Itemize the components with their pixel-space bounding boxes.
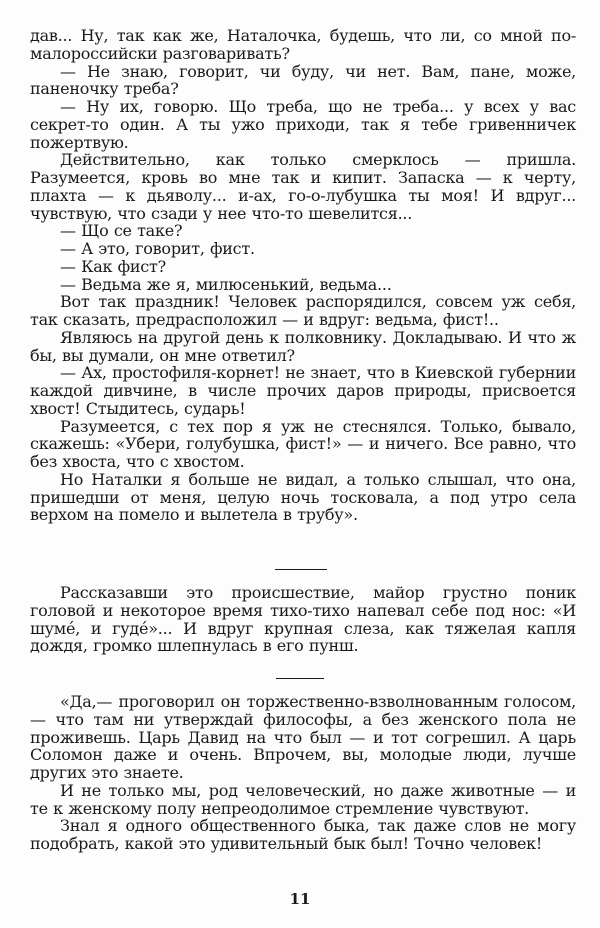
paragraph: — Не знаю, говорит, чи буду, чи нет. Вам, пане, може, паненочку треба?	[30, 61, 576, 99]
page-number: 11	[289, 890, 311, 908]
paragraph: Знал я одного общественного быка, так даже слов не могу подобрать, какой это удивительный бык был! Точно человек!	[30, 816, 576, 853]
final-text-section	[30, 693, 576, 853]
paragraph: — А это, говорит, фист.	[60, 239, 255, 258]
paragraph: Но Наталки я больше не видал, а только слышал, что она, пришедши от меня, целую ночь тосковала, а под утро села верхом на помело и вылетела в трубу».	[30, 469, 576, 525]
paragraph: — Ну их, говорю. Що треба, що не треба... у всех у вас секрет-то один. А ты ужо приходи, так я тебе гривенничек пожертвую.	[30, 97, 576, 152]
paragraph: — Как фист?	[60, 256, 166, 276]
paragraph: Разумеется, с тех пор я уж не стеснялся. Только, бывало, скажешь: «Убери, голубушка, фист!» — и ничего. Все равно, что без хвоста, что с хвостом.	[30, 416, 576, 471]
paragraph: дав... Ну, так как же, Наталочка, будешь, что ли, со мной по-малороссийски разговаривать?	[30, 26, 576, 63]
paragraph: Вот так праздник! Человек распорядился, совсем уж себя, так сказать, предрасположил — и вдруг: ведьма, фист!..	[30, 292, 576, 329]
section-divider	[275, 569, 327, 570]
paragraph: — Ведьма же я, милюсенький, ведьма...	[60, 274, 392, 294]
paragraph: — Ах, простофиля-корнет! не знает, что в Киевской губернии каждой дивчине, в числе прочих даров природы, присвоется хвост! Стыдитесь, сударь!	[30, 363, 576, 418]
paragraph: «Да,— проговорил он торжественно-взволнованным голосом,— что там ни утверждай философы, а без женского пола не проживешь. Царь Давид на что был — и тот согрешил. А царь Соломон даже и очень. Впрочем, вы, молодые люди, лучше других это знаете.	[30, 692, 576, 782]
section-divider	[276, 678, 324, 679]
paragraph: — Що се таке?	[60, 221, 183, 241]
paragraph: Являюсь на другой день к полковнику. Докладываю. И что ж бы, вы думали, он мне ответил?	[30, 327, 576, 365]
main-text-section	[30, 27, 576, 524]
paragraph: Действительно, как только смерклось — пришла. Разумеется, кровь во мне так и кипит. Запаска — к черту, плахта — к дьяволу... и-ах, го-о-лубушка ты моя! И вдруг... чувствую, что сзади у нее что-то шевелится...	[30, 150, 576, 223]
paragraph: И не только мы, род человеческий, но даже животные — и те к женскому полу непреодолимое стремление чувствуют.	[30, 780, 576, 818]
middle-text-section	[30, 584, 576, 655]
paragraph: Рассказавши это происшествие, майор грустно поник головой и некоторое время тихо-тихо напевал себе под нос: «И шуме́, и гуде́»... И вдруг крупная слеза, как тяжелая капля дождя, громко шлепнулась в его пунш.	[30, 583, 576, 656]
